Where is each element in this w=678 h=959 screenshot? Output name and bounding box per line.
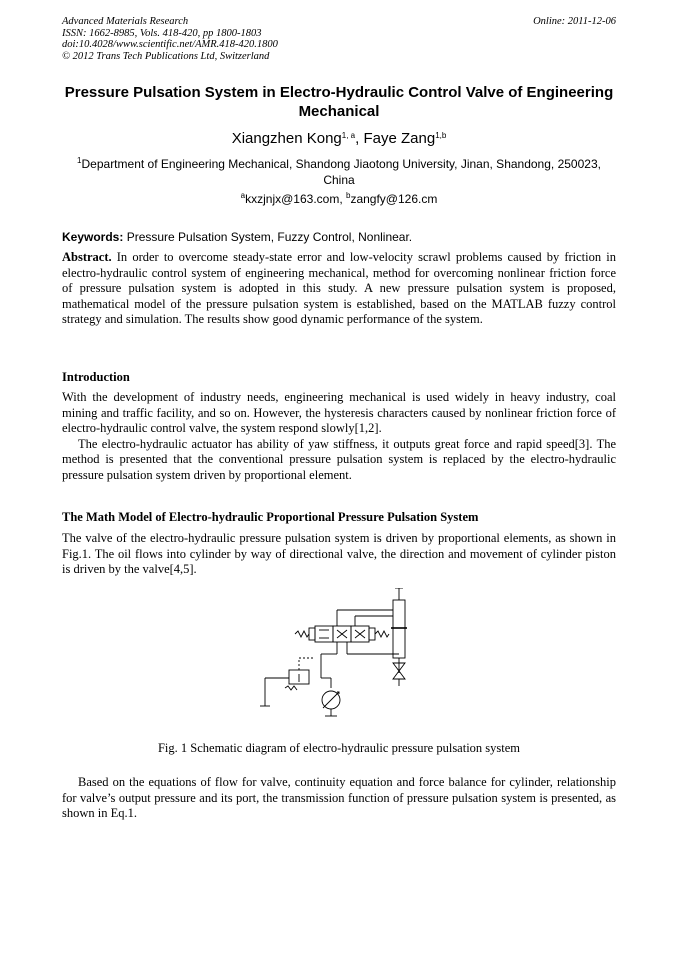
cylinder-symbol: [391, 588, 407, 673]
journal-name: Advanced Materials Research: [62, 16, 189, 27]
running-header: [62, 16, 616, 62]
affiliation: [62, 156, 616, 188]
relief-valve-symbol: [285, 658, 315, 690]
figure-caption: Fig. 1 Schematic diagram of electro-hydraulic pressure pulsation system: [157, 741, 521, 755]
math-paragraph: The valve of the electro-hydraulic pressure pulsation system is driven by proportional elements, as shown in Fig.1. The oil flows into cylinder by way of directional valve, the direction and movement of cylinder piston is driven by the valve[4,5].: [62, 531, 616, 576]
author-1-sup: 1, a: [341, 131, 356, 140]
intro-heading: Introduction: [62, 370, 130, 384]
keywords: [62, 230, 616, 244]
keywords-text: Pressure Pulsation System, Fuzzy Control, Nonlinear.: [123, 230, 413, 244]
online-date: Online: 2011-12-06: [533, 16, 616, 27]
author-line: [62, 130, 616, 147]
abstract: [62, 250, 616, 328]
email-b: zangfy@126.cm: [350, 192, 438, 206]
copyright-line: © 2012 Trans Tech Publications Ltd, Switzerland: [62, 50, 270, 62]
abstract-text: In order to overcome steady-state error and low-velocity scrawl problems caused by friction in electro-hydraulic control system of engineering mechanical, method for overcoming nonlinear friction force of pressure pulsation system is adopted in this study. A new pressure pulsation system is proposed, mathematical model of the pressure pulsation system is established, based on the MATLAB fuzzy control strategy and simulation. The results show good dynamic performance of the system.: [62, 250, 616, 326]
author-2-sup: 1,b: [435, 131, 447, 140]
math-heading: The Math Model of Electro-hydraulic Proportional Pressure Pulsation System: [62, 510, 479, 524]
intro-paragraph-1: With the development of industry needs, engineering mechanical is used widely in heavy industry, coal mining and traffic facility, and so on. However, the hysteresis characters caused by nonlinear friction force of electro-hydraulic control valve, the system respond slowly[1,2].: [62, 390, 616, 435]
affiliation-sup: 1: [77, 156, 82, 165]
email-b-sup: b: [346, 191, 351, 200]
keywords-label: Keywords:: [62, 230, 124, 244]
issn-line: ISSN: 1662-8985, Vols. 418-420, pp 1800-1803: [62, 27, 262, 39]
intro-paragraph-2: The electro-hydraulic actuator has ability of yaw stiffness, it outputs great force and rapid speed[3]. The method is presented that the conventional pressure pulsation system is replaced by the electro-hydraulic pressure pulsation system driven by proportional element.: [62, 436, 616, 482]
pump-symbol: [322, 691, 340, 716]
email-a-sup: a: [240, 191, 246, 200]
email-a: kxzjnjx@163.com,: [245, 192, 346, 206]
author-separator: ,: [355, 130, 364, 147]
affiliation-text: Department of Engineering Mechanical, Shandong Jiaotong University, Jinan, Shandong, 250023, China: [81, 157, 601, 187]
doi-line: doi:10.4028/www.scientific.net/AMR.418-420.1800: [62, 39, 278, 50]
directional-valve-symbol: [295, 626, 389, 642]
author-2: Faye Zang: [363, 130, 436, 147]
closing-paragraph-text: Based on the equations of flow for valve, continuity equation and force balance for cylinder, relationship for valve’s output pressure and its port, the transmission function of pressure pulsation system is presented, as shown in Eq.1.: [62, 775, 616, 820]
abstract-label: Abstract.: [62, 250, 112, 264]
piping-lines: [260, 610, 399, 706]
hydraulic-schematic-figure: [255, 588, 420, 718]
author-1: Xiangzhen Kong: [231, 130, 342, 147]
closing-paragraph: [62, 775, 616, 822]
intro-body: [62, 390, 616, 483]
paper-title: Pressure Pulsation System in Electro-Hydraulic Control Valve of Engineering Mechanical: [64, 84, 614, 120]
email-line: [62, 192, 616, 206]
